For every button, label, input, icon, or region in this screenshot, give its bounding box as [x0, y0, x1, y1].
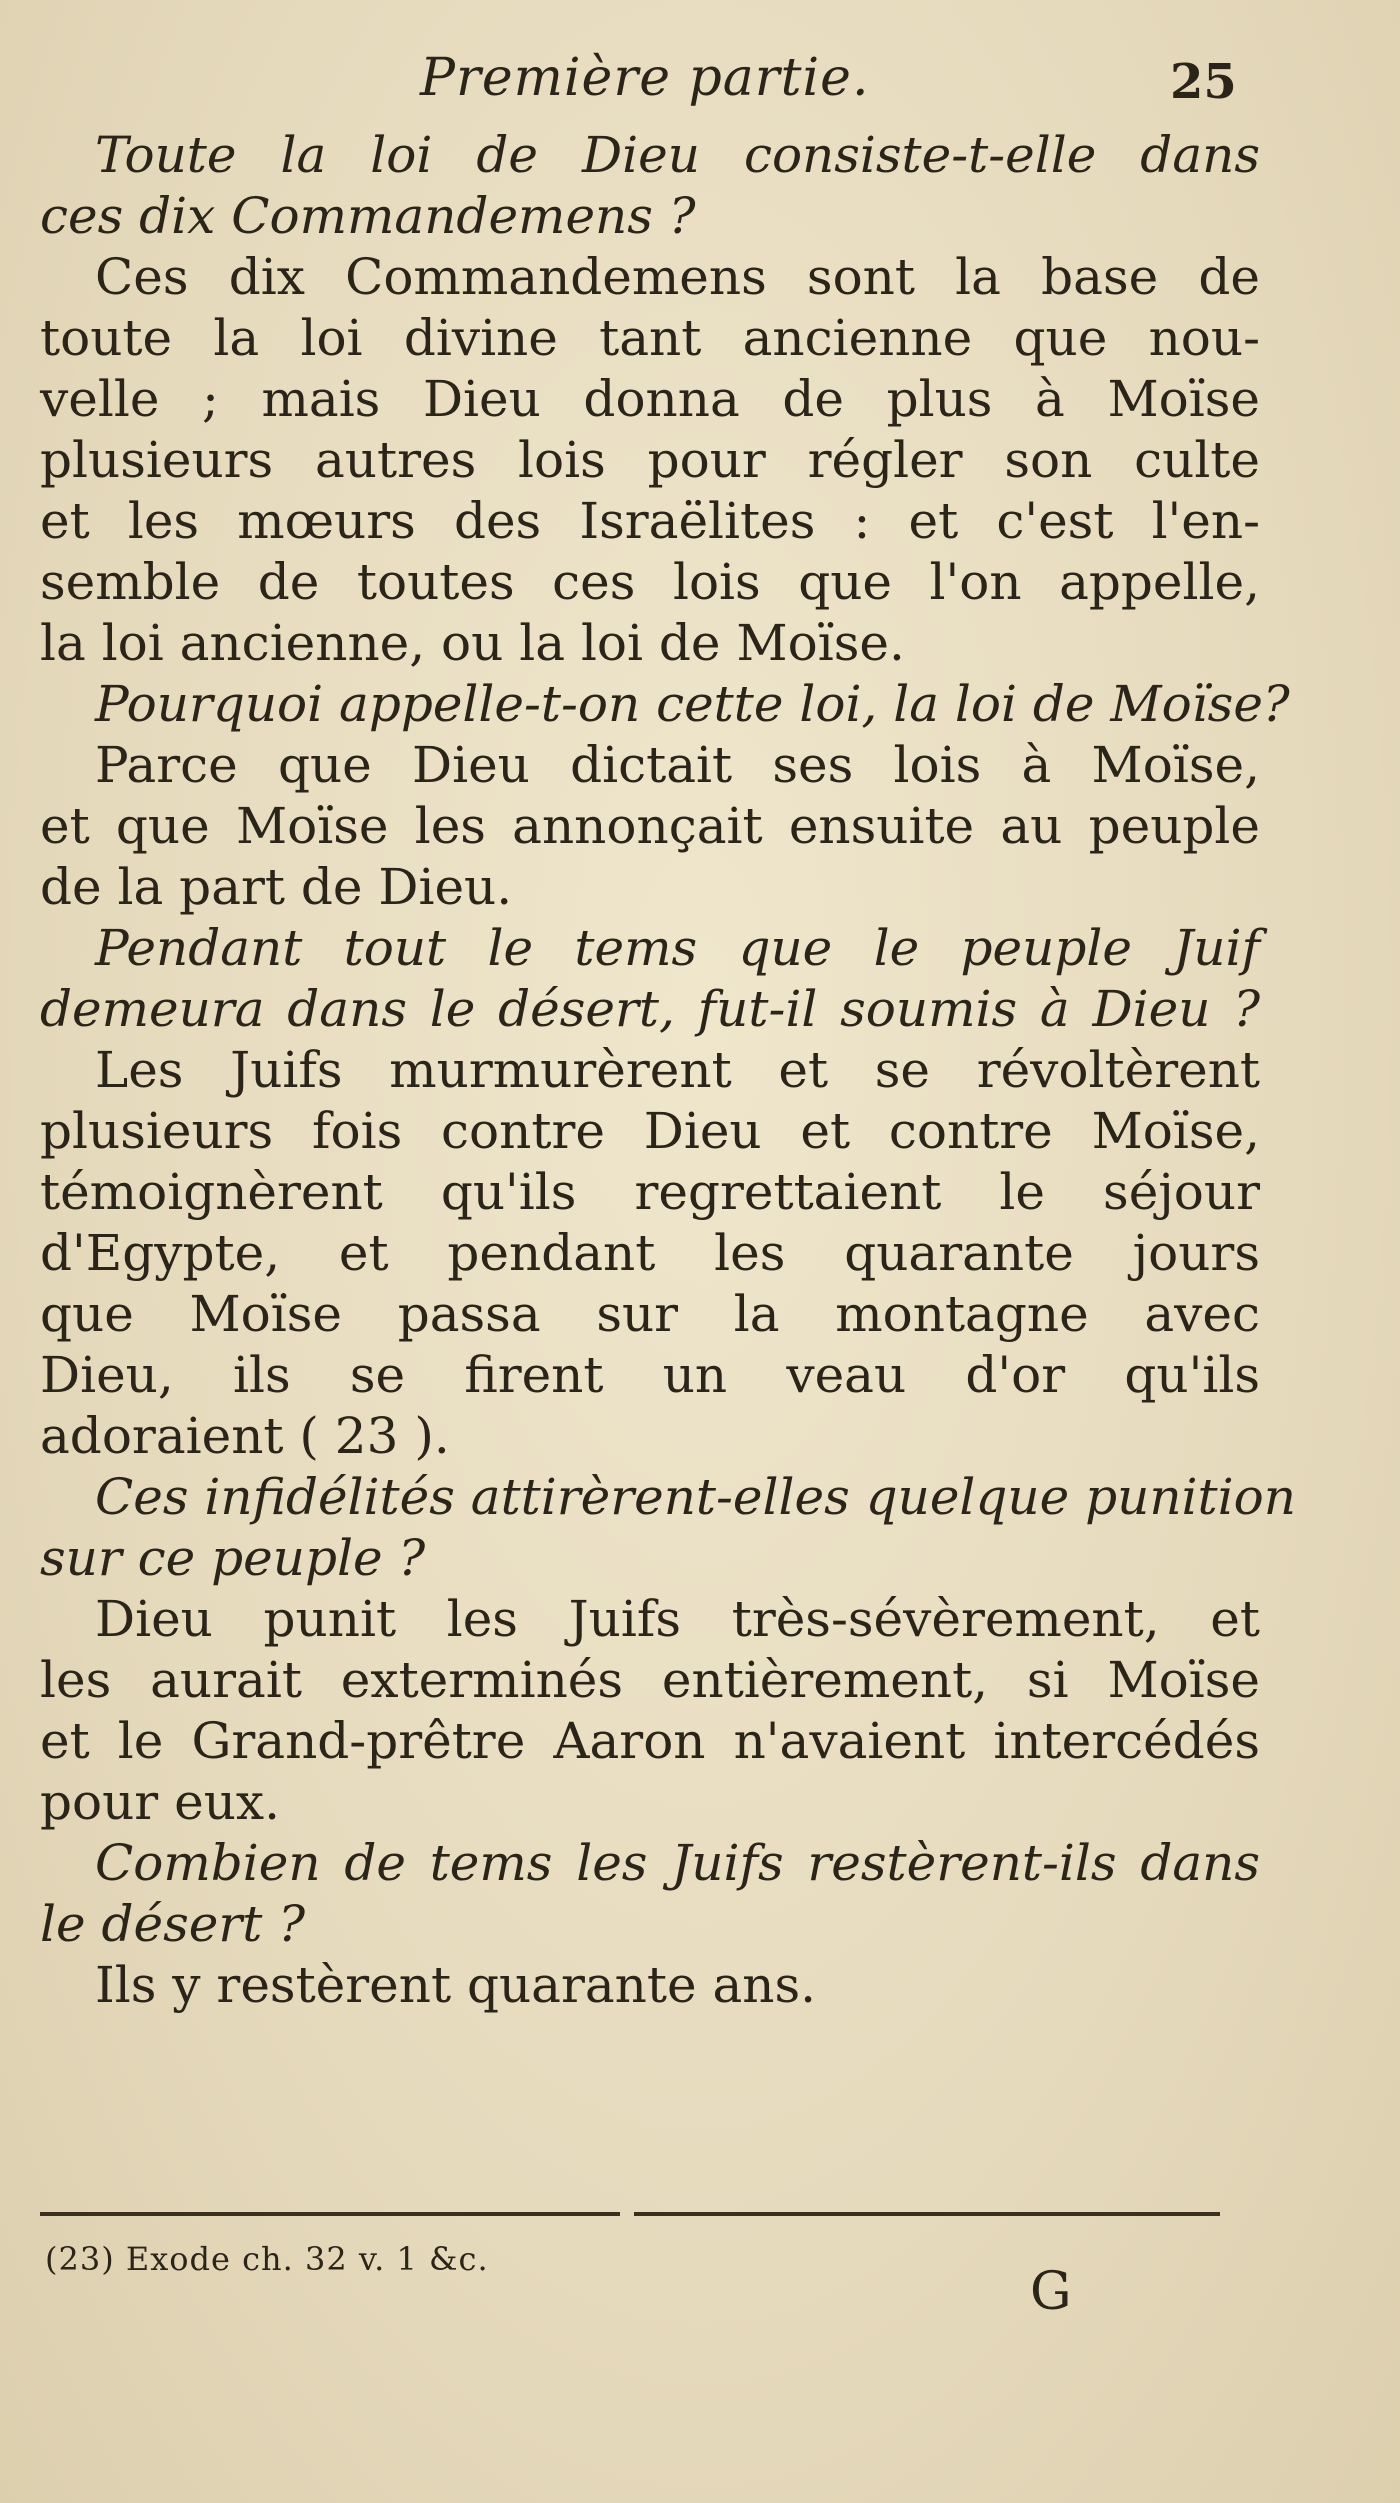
- running-title: Première partie.: [420, 48, 870, 108]
- question-line: Pendant tout le tems que le peuple Juif: [95, 919, 1260, 977]
- answer-line: semble de toutes ces lois que l'on appelle,: [40, 553, 1260, 611]
- answer-line: adoraient ( 23 ).: [40, 1407, 450, 1465]
- answer-line: la loi ancienne, ou la loi de Moïse.: [40, 614, 905, 672]
- question-line: Combien de tems les Juifs restèrent-ils dans: [95, 1834, 1260, 1892]
- answer-line: Les Juifs murmurèrent et se révoltèrent: [95, 1041, 1260, 1099]
- answer-line: et le Grand-prêtre Aaron n'avaient intercédés: [40, 1712, 1260, 1770]
- answer-line: de la part de Dieu.: [40, 858, 513, 916]
- answer-line: Dieu punit les Juifs très-sévèrement, et: [95, 1590, 1260, 1648]
- answer-line: que Moïse passa sur la montagne avec: [40, 1285, 1260, 1343]
- answer-line: Ces dix Commandemens sont la base de: [95, 248, 1260, 306]
- footnote: (23) Exode ch. 32 v. 1 &c.: [45, 2240, 489, 2278]
- question-line: Toute la loi de Dieu consiste-t-elle dans: [95, 126, 1260, 184]
- question-line: Pourquoi appelle-t-on cette loi, la loi de Moïse?: [95, 675, 1290, 733]
- answer-line: d'Egypte, et pendant les quarante jours: [40, 1224, 1260, 1282]
- answer-line: et que Moïse les annonçait ensuite au peuple: [40, 797, 1260, 855]
- question-line: Ces infidélités attirèrent-elles quelque punition: [95, 1468, 1296, 1526]
- question-line: ces dix Commandemens ?: [40, 187, 696, 245]
- question-line: sur ce peuple ?: [40, 1529, 426, 1587]
- footnote-rule-gap: [620, 2208, 634, 2220]
- signature-mark: G: [1030, 2262, 1072, 2322]
- page-number: 25: [1170, 54, 1237, 110]
- answer-line: velle ; mais Dieu donna de plus à Moïse: [40, 370, 1260, 428]
- answer-line: Parce que Dieu dictait ses lois à Moïse,: [95, 736, 1260, 794]
- question-line: le désert ?: [40, 1895, 306, 1953]
- answer-line: les aurait exterminés entièrement, si Moïse: [40, 1651, 1260, 1709]
- answer-line: pour eux.: [40, 1773, 280, 1831]
- answer-line: et les mœurs des Israëlites : et c'est l'en-: [40, 492, 1260, 550]
- body-text: [40, 125, 1296, 2016]
- page-header: [0, 38, 1400, 138]
- answer-line: Dieu, ils se firent un veau d'or qu'ils: [40, 1346, 1260, 1404]
- answer-line: plusieurs autres lois pour régler son culte: [40, 431, 1260, 489]
- answer-line: Ils y restèrent quarante ans.: [95, 1956, 817, 2014]
- question-line: demeura dans le désert, fut-il soumis à Dieu ?: [40, 980, 1260, 1038]
- answer-line: témoignèrent qu'ils regrettaient le séjour: [40, 1163, 1260, 1221]
- answer-line: plusieurs fois contre Dieu et contre Moïse,: [40, 1102, 1260, 1160]
- answer-line: toute la loi divine tant ancienne que nou-: [40, 309, 1260, 367]
